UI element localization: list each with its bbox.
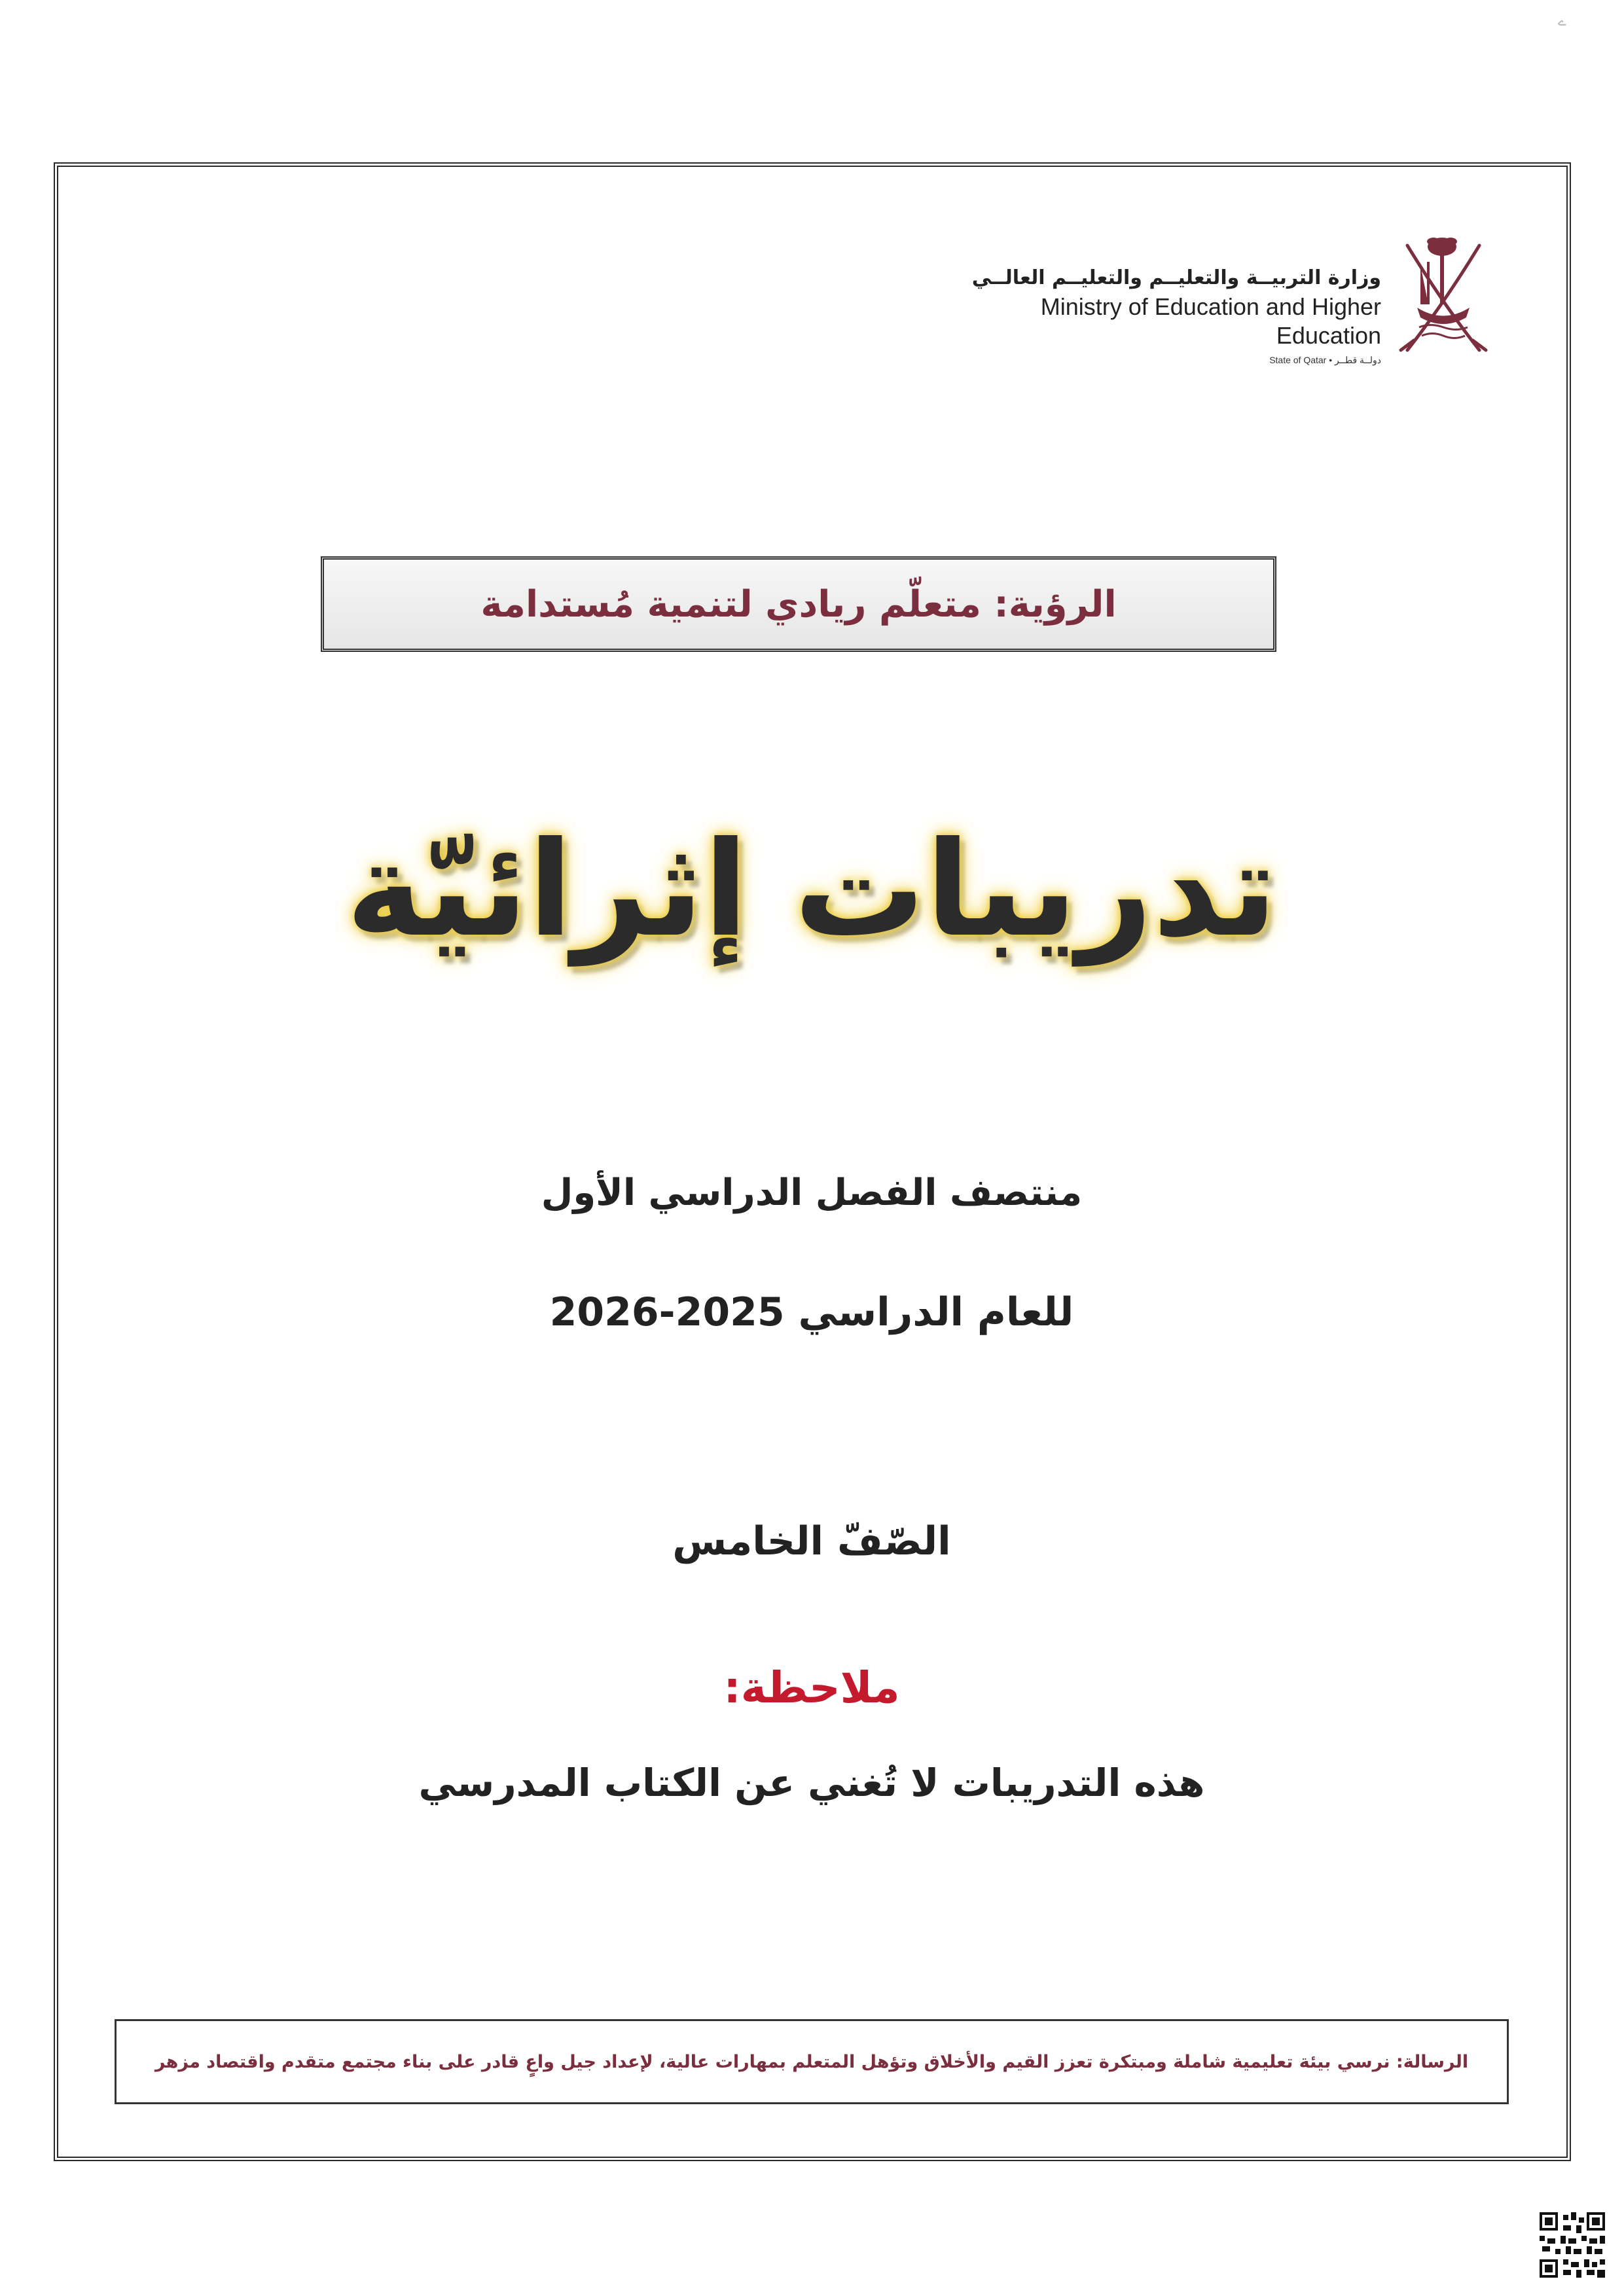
vision-banner: [321, 556, 1276, 652]
note-label: ملاحظة:: [723, 1662, 900, 1713]
page-border: [54, 162, 1571, 2161]
ministry-name-en: Ministry of Education and Higher Education: [1040, 293, 1381, 349]
state-line: State of Qatar • دولــة قطــر: [1269, 355, 1381, 365]
vision-text: الرؤية: متعلّم ريادي لتنمية مُستدامة: [480, 583, 1117, 626]
semester-label: منتصف الفصل الدراسي الأول: [541, 1172, 1083, 1214]
ministry-name-ar: وزارة التربيــة والتعليــم والتعليــم العالــي: [971, 266, 1381, 289]
mission-text: الرسالة: نرسي بيئة تعليمية شاملة ومبتكرة تعزز القيم والأخلاق وتؤهل المتعلم بمهارات عالية، لإعداد جيل واعٍ قادر على بناء مجتمع متقدم واقتصاد مزهر: [154, 2051, 1469, 2072]
academic-year: للعام الدراسي 2025-2026: [549, 1289, 1074, 1335]
mission-banner: [115, 2019, 1509, 2104]
main-title: تدريبات إثرائيّة: [346, 814, 1278, 966]
scan-mark: ے: [1558, 13, 1566, 29]
ministry-header: [936, 216, 1512, 367]
ministry-name: [936, 265, 1381, 366]
grade-label: الصّفّ الخامس: [672, 1518, 951, 1564]
qatar-emblem-icon: [1394, 219, 1492, 363]
note-text: هذه التدريبات لا تُغني عن الكتاب المدرسي: [418, 1761, 1205, 1805]
qr-code-icon: [1540, 2212, 1605, 2278]
